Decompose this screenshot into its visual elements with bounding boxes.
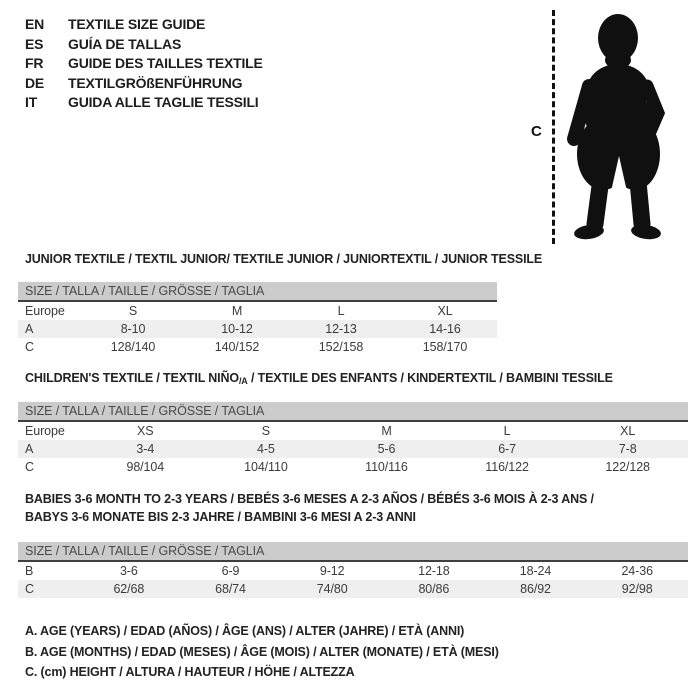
lang-code: DE bbox=[25, 74, 45, 91]
baby-silhouette-icon bbox=[558, 6, 693, 244]
legend-line-b: B. AGE (MONTHS) / EDAD (MESES) / ÂGE (MOIS) / ALTER (MONATE) / ETÀ (MESI) bbox=[25, 644, 499, 659]
size-cell: L bbox=[503, 424, 511, 438]
junior-section-title: JUNIOR TEXTILE / TEXTIL JUNIOR/ TEXTILE JUNIOR / JUNIORTEXTIL / JUNIOR TESSILE bbox=[25, 252, 543, 266]
height-cell: 74/80 bbox=[316, 582, 348, 596]
lang-code: IT bbox=[25, 94, 38, 110]
lang-row-it bbox=[25, 93, 263, 113]
children-title-post: / TEXTILE DES ENFANTS / KINDERTEXTIL / BAMBINI TESSILE bbox=[247, 371, 613, 385]
table-row bbox=[18, 580, 688, 598]
height-cell: 104/110 bbox=[244, 460, 288, 474]
height-cell: 86/92 bbox=[520, 582, 551, 596]
table-row bbox=[18, 440, 688, 458]
table-row bbox=[18, 338, 497, 356]
height-cell: 116/122 bbox=[485, 460, 529, 474]
age-cell: 12-18 bbox=[418, 564, 450, 578]
size-header-bar: SIZE / TALLA / TAILLE / GRÖSSE / TAGLIA bbox=[18, 282, 497, 302]
lang-title: TEXTILGRÖßENFÜHRUNG bbox=[68, 74, 243, 91]
table-row bbox=[18, 302, 497, 320]
table-row bbox=[18, 422, 688, 440]
row-label: C bbox=[25, 582, 34, 596]
height-cell: 68/74 bbox=[215, 582, 246, 596]
row-label: Europe bbox=[25, 424, 65, 438]
lang-title: GUIDA ALLE TAGLIE TESSILI bbox=[68, 94, 259, 110]
row-label: C bbox=[25, 460, 34, 474]
size-cell: M bbox=[231, 304, 243, 318]
children-section-title bbox=[25, 371, 613, 386]
age-cell: 6-9 bbox=[221, 564, 240, 578]
lang-code: EN bbox=[25, 16, 45, 32]
height-cell: 92/98 bbox=[621, 582, 653, 596]
height-cell: 98/104 bbox=[126, 460, 165, 474]
table-row bbox=[18, 320, 497, 338]
lang-row-de bbox=[25, 74, 263, 94]
row-label: B bbox=[25, 564, 34, 578]
height-cell: 110/116 bbox=[365, 460, 408, 474]
babies-title-line1: BABIES 3-6 MONTH TO 2-3 YEARS / BEBÉS 3-6 MESES A 2-3 AÑOS / BÉBÉS 3-6 MOIS À 2-3 ANS / bbox=[25, 492, 594, 506]
legend-line-a: A. AGE (YEARS) / EDAD (AÑOS) / ÂGE (ANS) / ALTER (JAHRE) / ETÀ (ANNI) bbox=[25, 624, 465, 638]
row-label: A bbox=[25, 442, 34, 456]
height-cell: 62/68 bbox=[113, 582, 145, 596]
height-cell: 158/170 bbox=[422, 340, 468, 354]
babies-table bbox=[18, 542, 688, 598]
size-cell: L bbox=[337, 304, 345, 318]
size-cell: S bbox=[261, 424, 271, 438]
age-cell: 9-12 bbox=[319, 564, 345, 578]
age-cell: 7-8 bbox=[618, 442, 637, 456]
height-cell: 128/140 bbox=[110, 340, 156, 354]
height-dashed-line bbox=[552, 10, 555, 244]
age-cell: 12-13 bbox=[325, 322, 357, 336]
size-header-bar: SIZE / TALLA / TAILLE / GRÖSSE / TAGLIA bbox=[18, 402, 688, 422]
age-cell: 6-7 bbox=[498, 442, 516, 456]
age-cell: 14-16 bbox=[429, 322, 461, 336]
junior-table bbox=[18, 282, 497, 356]
size-cell: XL bbox=[620, 424, 636, 438]
row-label: A bbox=[25, 322, 34, 336]
size-cell: M bbox=[381, 424, 392, 438]
height-cell: 140/152 bbox=[214, 340, 260, 354]
age-cell: 8-10 bbox=[120, 322, 146, 336]
height-cell: 122/128 bbox=[605, 460, 650, 474]
row-label: C bbox=[25, 340, 34, 354]
age-cell: 10-12 bbox=[221, 322, 253, 336]
babies-title-line2: BABYS 3-6 MONATE BIS 2-3 JAHRE / BAMBINI 3-6 MESI A 2-3 ANNI bbox=[25, 510, 416, 524]
children-title-subscript: /A bbox=[238, 376, 248, 386]
language-header bbox=[25, 15, 263, 113]
age-cell: 24-36 bbox=[621, 564, 653, 578]
age-cell: 3-4 bbox=[136, 442, 155, 456]
age-cell: 3-6 bbox=[119, 564, 138, 578]
size-cell: S bbox=[128, 304, 138, 318]
table-row bbox=[18, 562, 688, 580]
lang-row-en bbox=[25, 15, 263, 35]
lang-row-fr bbox=[25, 54, 263, 74]
height-cell: 80/86 bbox=[418, 582, 450, 596]
age-cell: 4-5 bbox=[257, 442, 275, 456]
lang-code: FR bbox=[25, 55, 44, 71]
legend bbox=[25, 621, 499, 683]
row-label: Europe bbox=[25, 304, 65, 318]
children-title-pre: CHILDREN'S TEXTILE / TEXTIL NIÑO bbox=[25, 371, 239, 385]
age-cell: 18-24 bbox=[519, 564, 552, 578]
legend-line-c: C. (cm) HEIGHT / ALTURA / HAUTEUR / HÖHE / ALTEZZA bbox=[25, 665, 355, 679]
age-cell: 5-6 bbox=[377, 442, 396, 456]
height-cell: 152/158 bbox=[318, 340, 364, 354]
lang-row-es bbox=[25, 35, 263, 55]
table-row bbox=[18, 458, 688, 476]
size-header-bar: SIZE / TALLA / TAILLE / GRÖSSE / TAGLIA bbox=[18, 542, 688, 562]
babies-section-title bbox=[25, 490, 594, 526]
height-marker-label: C bbox=[531, 123, 542, 140]
lang-code: ES bbox=[25, 35, 44, 52]
lang-title: GUIDE DES TAILLES TEXTILE bbox=[68, 55, 263, 71]
lang-title: GUÍA DE TALLAS bbox=[68, 35, 182, 52]
lang-title: TEXTILE SIZE GUIDE bbox=[68, 16, 206, 32]
size-cell: XS bbox=[137, 424, 154, 438]
children-table bbox=[18, 402, 688, 476]
size-cell: XL bbox=[437, 304, 453, 318]
